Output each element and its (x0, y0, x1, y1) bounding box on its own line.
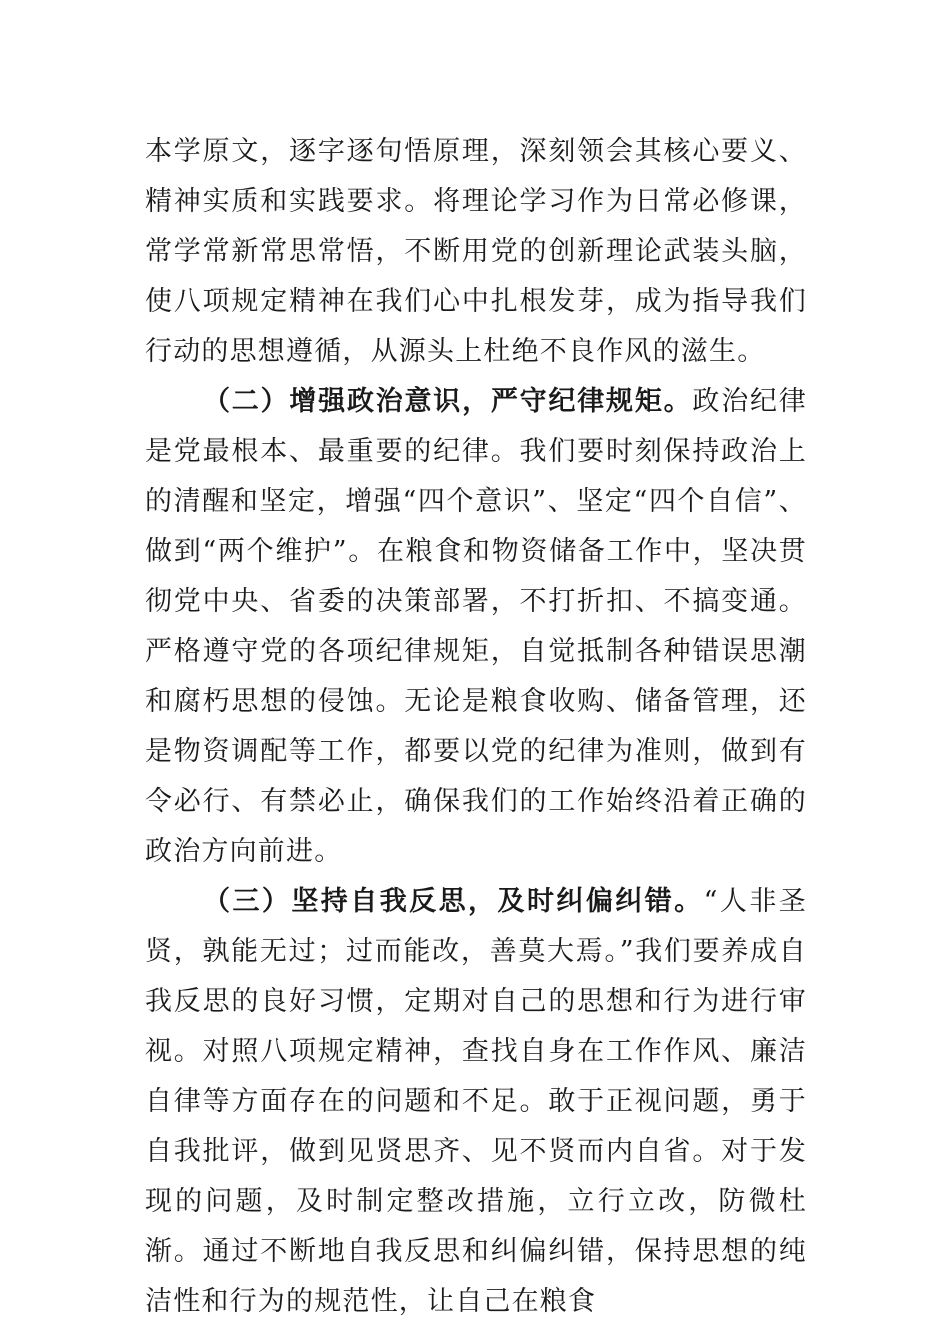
paragraph-2-heading: （二）增强政治意识，严守纪律规矩。 (203, 386, 693, 417)
paragraph-3-body: “人非圣贤，孰能无过；过而能改，善莫大焉。”我们要养成自我反思的良好习惯，定期对自己的思想和行为进行审视。对照八项规定精神，查找自身在工作作风、廉洁自律等方面存在的问题和不足。敢于正视问题，勇于自我批评，做到见贤思齐、见不贤而内自省。对于发现的问题，及时制定整改措施，立行立改，防微杜渐。通过不断地自我反思和纠偏纠错，保持思想的纯洁性和行为的规范性，让自己在粮食 (145, 886, 807, 1317)
paragraph-1-body: 本学原文，逐字逐句悟原理，深刻领会其核心要义、精神实质和实践要求。将理论学习作为日常必修课，常学常新常思常悟，不断用党的创新理论武装头脑，使八项规定精神在我们心中扎根发芽，成为指导我们行动的思想遵循，从源头上杜绝不良作风的滋生。 (145, 136, 807, 367)
paragraph-3 (145, 877, 807, 1327)
paragraph-2-body: 政治纪律是党最根本、最重要的纪律。我们要时刻保持政治上的清醒和坚定，增强“四个意识”、坚定“四个自信”、做到“两个维护”。在粮食和物资储备工作中，坚决贯彻党中央、省委的决策部署，不打折扣、不搞变通。严格遵守党的各项纪律规矩，自觉抵制各种错误思潮和腐朽思想的侵蚀。无论是粮食收购、储备管理，还是物资调配等工作，都要以党的纪律为准则，做到有令必行、有禁必止，确保我们的工作始终沿着正确的政治方向前进。 (145, 386, 807, 867)
paragraph-2 (145, 377, 807, 877)
paragraph-3-heading: （三）坚持自我反思，及时纠偏纠错。 (203, 886, 704, 917)
paragraph-1 (145, 127, 807, 377)
document-body (145, 127, 807, 1327)
